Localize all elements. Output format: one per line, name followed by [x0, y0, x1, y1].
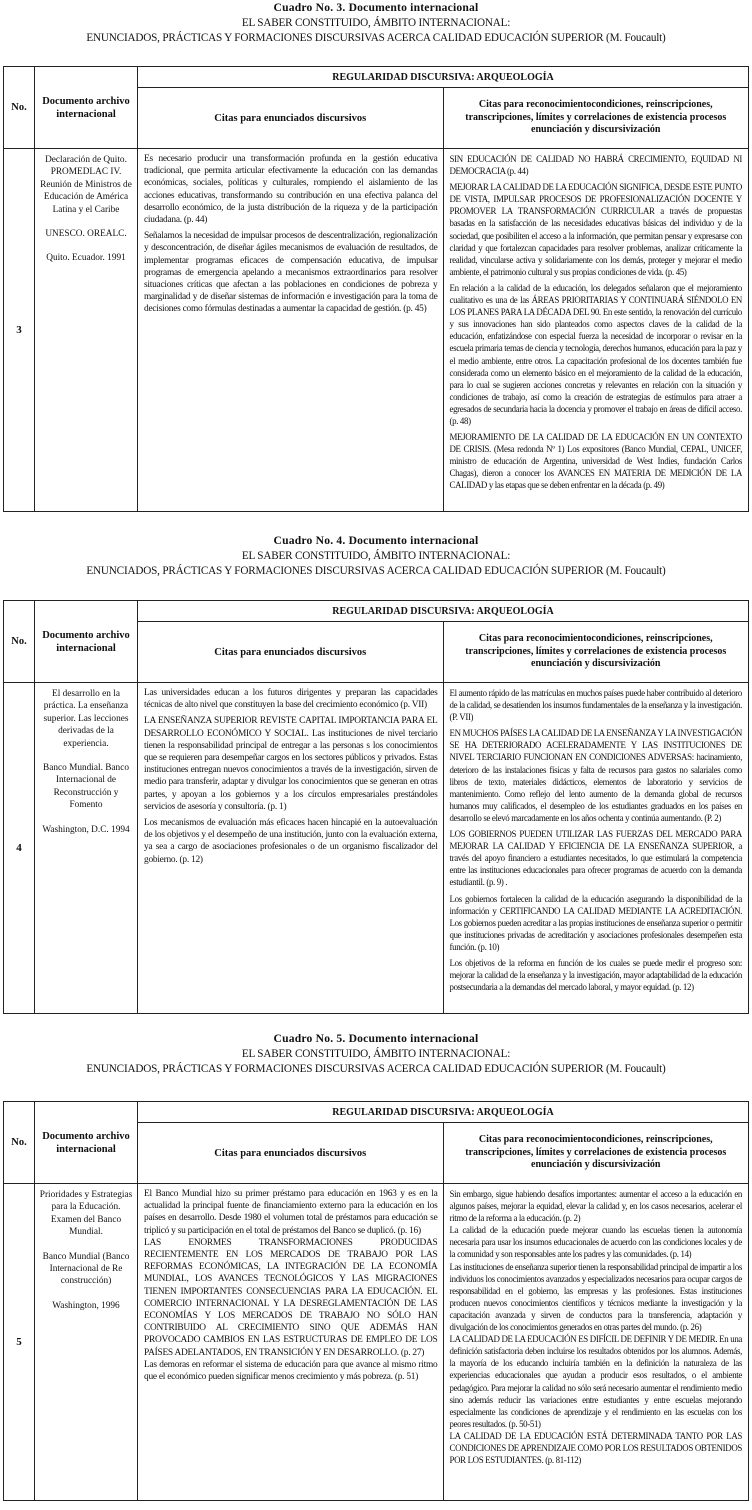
quote: MEJORAMIENTO DE LA CALIDAD DE LA EDUCACIÓN EN UN CONTEXTO DE CRISIS. (Mesa redonda Nº 1) Los expositores (Banco Mundial, CEPAL, UNICEF, ministro de educación de Argentina, universidad de West Indies, fundación Carlos Chagas), dieron a conocer los AVANCES EN MATERIA DE MEDICIÓN DE LA CALIDAD y las etapas que se deben enfrentar en la década (p. 49)	[449, 432, 742, 491]
header-no: No.	[4, 601, 35, 683]
quote: Los gobiernos fortalecen la calidad de la educación asegurando la disponibilidad de la información y CERTIFICANDO LA CALIDAD MEDIANTE LA ACREDITACIÓN. Los gobiernos pueden acreditar a las propias instituciones de enseñanza superior o permitir que instituciones privadas de acreditación y asociaciones profesionales desempeñen esta función. (p. 10)	[449, 893, 742, 952]
table-row	[4, 683, 749, 1014]
document-cell	[35, 149, 138, 512]
header-documento: Documento archivo internacional	[35, 601, 138, 683]
cuadro-table	[3, 66, 749, 512]
header-documento: Documento archivo internacional	[35, 67, 138, 149]
quote: LA CALIDAD DE LA EDUCACIÓN ESTÁ DETERMINADA TANTO POR LAS CONDICIONES DE APRENDIZAJE COMO POR LOS RESULTADOS OBTENIDOS POR LOS ESTUDIANTES. (p. 81-112)	[449, 1430, 742, 1466]
cuadro-subtitle-2: ENUNCIADOS, PRÁCTICAS Y FORMACIONES DISCURSIVAS ACERCA CALIDAD EDUCACIÓN SUPERIOR (M. Foucault)	[86, 565, 666, 577]
quote: El aumento rápido de las matrículas en muchos países puede haber contribuido al deterioro de la calidad, se desatienden los insumos fundamentales de la enseñanza y la investigación. (P. VII)	[449, 688, 742, 723]
row-number: 4	[4, 683, 35, 1014]
cuadro-title: Cuadro No. 3. Documento internacional	[273, 1, 479, 14]
quote: Los mecanismos de evaluación más eficaces hacen hincapié en la autoevaluación de los objetivos y el desempeño de una institución, junto con la evaluación externa, ya sea a cargo de asociaciones profesionales o de un organismo fiscalizador del gobierno. (p. 12)	[144, 818, 438, 865]
quote: Es necesario producir una transformación profunda en la gestión educativa tradicional, que permita articular efectivamente la educación con las demandas económicas, sociales, políticas y culturales, rompiendo el aislamiento de las acciones educativas, transformando su contribución en una efectiva palanca del desarrollo económico, de la justa distribución de la riqueza y de la participación ciudadana. (p. 44)	[144, 154, 438, 226]
header-citas-reconocimiento: Citas para reconocimientocondiciones, reinscripciones, transcripciones, límites y correlaciones de existencia procesos enunciación y discursivización	[443, 88, 749, 149]
quote: Sin embargo, sigue habiendo desafíos importantes: aumentar el acceso a la educación en algunos países, mejorar la equidad, elevar la calidad y, en los casos necesarios, acelerar el ritmo de la reforma a la educación. (p. 2)	[449, 1189, 742, 1224]
cuadro-subtitle-2: ENUNCIADOS, PRÁCTICAS Y FORMACIONES DISCURSIVAS ACERCA CALIDAD EDUCACIÓN SUPERIOR (M. Foucault)	[86, 32, 666, 44]
table-row	[4, 1184, 749, 1501]
quote: LOS GOBIERNOS PUEDEN UTILIZAR LAS FUERZAS DEL MERCADO PARA MEJORAR LA CALIDAD Y EFICIENCIA DE LA ENSEÑANZA SUPERIOR, a través del apoyo financiero a estudiantes necesitados, lo que estimulará la competencia entre las instituciones educacionales para ofrecer programas de acuerdo con la demanda estudiantil. (p. 9) .	[449, 829, 742, 888]
document-cell	[35, 683, 138, 1014]
cuadro-table	[3, 1101, 749, 1501]
header-regularidad: REGULARIDAD DISCURSIVA: ARQUEOLOGÍA	[138, 1102, 749, 1123]
cuadro-3	[0, 0, 752, 491]
document-org: UNESCO. OREALC.	[45, 229, 127, 240]
citas-reconocimiento-cell	[443, 149, 749, 512]
quote: Señalamos la necesidad de impulsar procesos de descentralización, regionalización y desconcentración, de diseñar ágiles mecanismos de evaluación de resultados, de implementar programas eficaces de compensación educativa, de impulsar programas de emergencia apelando a mecanismos extraordinarios para resolver situaciones críticas que afectan a las poblaciones en condiciones de pobreza y marginalidad y de diseñar sistemas de información e investigación para la toma de decisiones como fórmulas destinadas a aumentar la capacidad de gestión. (p. 45)	[144, 231, 438, 315]
cuadro-caption	[0, 1031, 752, 1078]
header-documento: Documento archivo internacional	[35, 1102, 138, 1184]
citas-enunciados-cell	[138, 1184, 444, 1501]
cuadro-subtitle-1: EL SABER CONSTITUIDO, ÁMBITO INTERNACIONAL:	[241, 1047, 511, 1060]
quote: MEJORAR LA CALIDAD DE LA EDUCACIÓN SIGNIFICA, DESDE ESTE PUNTO DE VISTA, IMPULSAR PROCESOS DE PROFESIONALIZACIÓN DOCENTE Y PROMOVER LA TRANSFORMACIÓN CURRICULAR a través de propuestas basadas en la satisfacción de las necesidades educativas básicas del individuo y de la sociedad, que posibiliten el acceso a la información, que permitan pensar y expresarse con claridad y que fortalezcan capacidades para resolver problemas, analizar críticamente la realidad, vincularse activa y solidariamente con los demás, proteger y mejorar el medio ambiente, el patrimonio cultural y sus propias condiciones de vida. (p. 45)	[449, 182, 742, 277]
citas-enunciados-cell	[138, 683, 444, 1014]
quote: En relación a la calidad de la educación, los delegados señalaron que el mejoramiento cualitativo es una de las ÁREAS PRIORITARIAS Y CONTINUARÁ SIÉNDOLO EN LOS PLANES PARA LA DÉCADA DEL 90. En este sentido, la renovación del currículo y sus innovaciones han sido planteados como aspectos claves de la calidad de la educación, enfatizándose con especial fuerza la necesidad de incorporar o revisar en la escuela primaria temas de ciencia y tecnología, derechos humanos, educación para la paz y el medio ambiente, entre otros. La capacitación profesional de los docentes también fue considerada como un elemento básico en el mejoramiento de la calidad de la educación, para lo cual se sugieren acciones concretas y relevantes en relación con la situación y condiciones de trabajo, así como la creación de estrategias de estímulos para atraer a egresados de secundaria hacia la docencia y promover el trabajo en áreas de difícil acceso. (p. 48)	[449, 282, 742, 426]
cuadro-4	[0, 533, 752, 993]
quote: Las universidades educan a los futuros dirigentes y preparan las capacidades técnicas de alto nivel que constituyen la base del crecimiento económico (p. VII)	[144, 688, 438, 711]
cuadro-title: Cuadro No. 5. Documento internacional	[273, 1032, 479, 1045]
document-name: El desarrollo en la práctica. La enseñanza superior. Las lecciones derivadas de la experiencia.	[43, 689, 129, 749]
document-place-date: Washington, 1996	[52, 1300, 120, 1311]
quote: LAS ENORMES TRANSFORMACIONES PRODUCIDAS RECIENTEMENTE EN LOS MERCADOS DE TRABAJO POR LAS REFORMAS ECONÓMICAS, LA INTEGRACIÓN DE LA ECONOMÍA MUNDIAL, LOS AVANCES TECNOLÓGICOS Y LAS MIGRACIONES TIENEN IMPORTANTES CONSECUENCIAS PARA LA EDUCACIÓN. EL COMERCIO INTERNACIONAL Y LA DESREGLAMENTACIÓN DE LAS ECONOMÍAS Y LOS MERCADOS DE TRABAJO NO SÓLO HAN CONTRIBUIDO AL CRECIMIENTO SINO QUE ADEMÁS HAN PROVOCADO CAMBIOS EN LAS ESTRUCTURAS DE EMPLEO DE LOS PAÍSES ADELANTADOS, EN TRANSICIÓN Y EN DESARROLLO. (p. 27)	[144, 1237, 438, 1358]
row-number: 3	[4, 149, 35, 512]
document-org: Banco Mundial. Banco Internacional de Reconstrucción y Fomento	[43, 763, 129, 811]
quote: Los objetivos de la reforma en función de los cuales se puede medir el progreso son: mejorar la calidad de la enseñanza y la investigación, mayor adaptabilidad de la educación postsecundaria a la demandas del mercado laboral, y mayor equidad. (p. 12)	[449, 957, 742, 993]
document-place-date: Quito. Ecuador. 1991	[46, 253, 126, 264]
table-row	[4, 149, 749, 512]
quote: SIN EDUCACIÓN DE CALIDAD NO HABRÁ CRECIMIENTO, EQUIDAD NI DEMOCRACIA (p. 44)	[449, 154, 742, 177]
header-regularidad: REGULARIDAD DISCURSIVA: ARQUEOLOGÍA	[138, 67, 749, 88]
cuadro-subtitle-2: ENUNCIADOS, PRÁCTICAS Y FORMACIONES DISCURSIVAS ACERCA CALIDAD EDUCACIÓN SUPERIOR (M. Foucault)	[86, 1063, 666, 1075]
header-citas-enunciados: Citas para enunciados discursivos	[138, 88, 444, 149]
citas-reconocimiento-cell	[443, 683, 749, 1014]
document-org: Banco Mundial (Banco Internacional de Re construcción)	[42, 1251, 130, 1287]
cuadro-caption	[0, 0, 752, 47]
cuadro-caption	[0, 533, 752, 580]
citas-enunciados-cell	[138, 149, 444, 512]
document-place-date: Washington, D.C. 1994	[42, 824, 130, 835]
header-no: No.	[4, 1102, 35, 1184]
quote: Las instituciones de enseñanza superior tienen la responsabilidad principal de impartir a los individuos los conocimientos avanzados y especializados necesarios para ocupar cargos de responsabilidad en el gobierno, las empresas y las profesiones. Estas instituciones producen nuevos conocimientos científicos y técnicos mediante la investigación y la capacitación avanzada y sirven de conductos para la transferencia, adaptación y divulgación de los conocimientos generados en otras partes del mundo. (p. 26)	[449, 1261, 742, 1333]
header-citas-enunciados: Citas para enunciados discursivos	[138, 622, 444, 683]
cuadro-table	[3, 600, 749, 1014]
document-cell	[35, 1184, 138, 1501]
header-citas-reconocimiento: Citas para reconocimientocondiciones, reinscripciones, transcripciones, límites y correlaciones de existencia procesos enunciación y discursivización	[443, 622, 749, 683]
cuadro-subtitle-1: EL SABER CONSTITUIDO, ÁMBITO INTERNACIONAL:	[241, 549, 511, 562]
cuadro-5	[0, 1031, 752, 1466]
header-citas-reconocimiento: Citas para reconocimientocondiciones, reinscripciones, transcripciones, límites y correlaciones de existencia procesos enunciación y discursivización	[443, 1123, 749, 1184]
row-number: 5	[4, 1184, 35, 1501]
cuadro-subtitle-1: EL SABER CONSTITUIDO, ÁMBITO INTERNACIONAL:	[241, 16, 511, 29]
document-name: Declaración de Quito. PROMEDLAC IV. Reunión de Ministros de Educación de América Latina y el Caribe	[40, 155, 132, 215]
header-citas-enunciados: Citas para enunciados discursivos	[138, 1123, 444, 1184]
cuadro-title: Cuadro No. 4. Documento internacional	[273, 534, 479, 547]
quote: LA ENSEÑANZA SUPERIOR REVISTE CAPITAL IMPORTANCIA PARA EL DESARROLLO ECONÓMICO Y SOCIAL. Las instituciones de nivel terciario tienen la responsabilidad principal de entregar a las personas s los conocimientos que se requieren para desempeñar cargos en los sectores públicos y privados. Estas instituciones entregan nuevos conocimientos a través de la investigación, sirven de medio para transferir, adaptar y divulgar los conocimientos que se generan en otras partes, y apoyan a los gobiernos y a los círculos empresariales prestándoles servicios de asesoría y consultoría. (p. 1)	[144, 716, 438, 812]
quote: EN MUCHOS PAÍSES LA CALIDAD DE LA ENSEÑANZA Y LA INVESTIGACIÓN SE HA DETERIORADO ACELERADAMENTE Y LAS INSTITUCIONES DE NIVEL TERCIARIO FUNCIONAN EN CONDICIONES ADVERSAS: hacinamiento, deterioro de las instalaciones físicas y falta de recursos para gastos no salariales como libros de texto, materiales didácticos, elementos de laboratorio y servicios de mantenimiento. Como reflejo del lento aumento de la demanda global de recursos humanos muy calificados, el desempleo de los estudiantes graduados en los países en desarrollo se elevó marcadamente en los años ochenta y continúa aumentando. (P. 2)	[449, 728, 742, 823]
citas-reconocimiento-cell	[443, 1184, 749, 1501]
document-name: Prioridades y Estrategias para la Educación. Examen del Banco Mundial.	[39, 1190, 133, 1238]
header-regularidad: REGULARIDAD DISCURSIVA: ARQUEOLOGÍA	[138, 601, 749, 622]
quote: El Banco Mundial hizo su primer préstamo para educación en 1963 y es en la actualidad la principal fuente de financiamiento externo para la educación en los países en desarrollo. Desde 1980 el volumen total de préstamos para educación se triplicó y su participación en el total de préstamos del Banco se duplicó. (p. 16)	[144, 1189, 438, 1236]
quote: Las demoras en reformar el sistema de educación para que avance al mismo ritmo que el económico pueden significar menos crecimiento y más pobreza. (p. 51)	[144, 1359, 438, 1383]
quote: LA CALIDAD DE LA EDUCACIÓN ES DIFÍCIL DE DEFINIR Y DE MEDIR. En una definición satisfactoria deben incluirse los resultados obtenidos por los alumnos. Además, la mayoría de los educando incluiría también en la definición la naturaleza de las experiencias educacionales que ayudan a producir esos resultados, o el ambiente pedagógico. Para mejorar la calidad no sólo será necesario aumentar el rendimiento medio sino además reducir las variaciones entre estudiantes y entre escuelas mejorando especialmente las condiciones de aprendizaje y el rendimiento en las escuelas con los peores resultados. (p. 50-51)	[449, 1334, 742, 1429]
header-no: No.	[4, 67, 35, 149]
quote: La calidad de la educación puede mejorar cuando las escuelas tienen la autonomía necesaria para usar los insumos educacionales de acuerdo con las condiciones locales y de la comunidad y son responsables ante los padres y las comunidades. (p. 14)	[449, 1225, 742, 1260]
